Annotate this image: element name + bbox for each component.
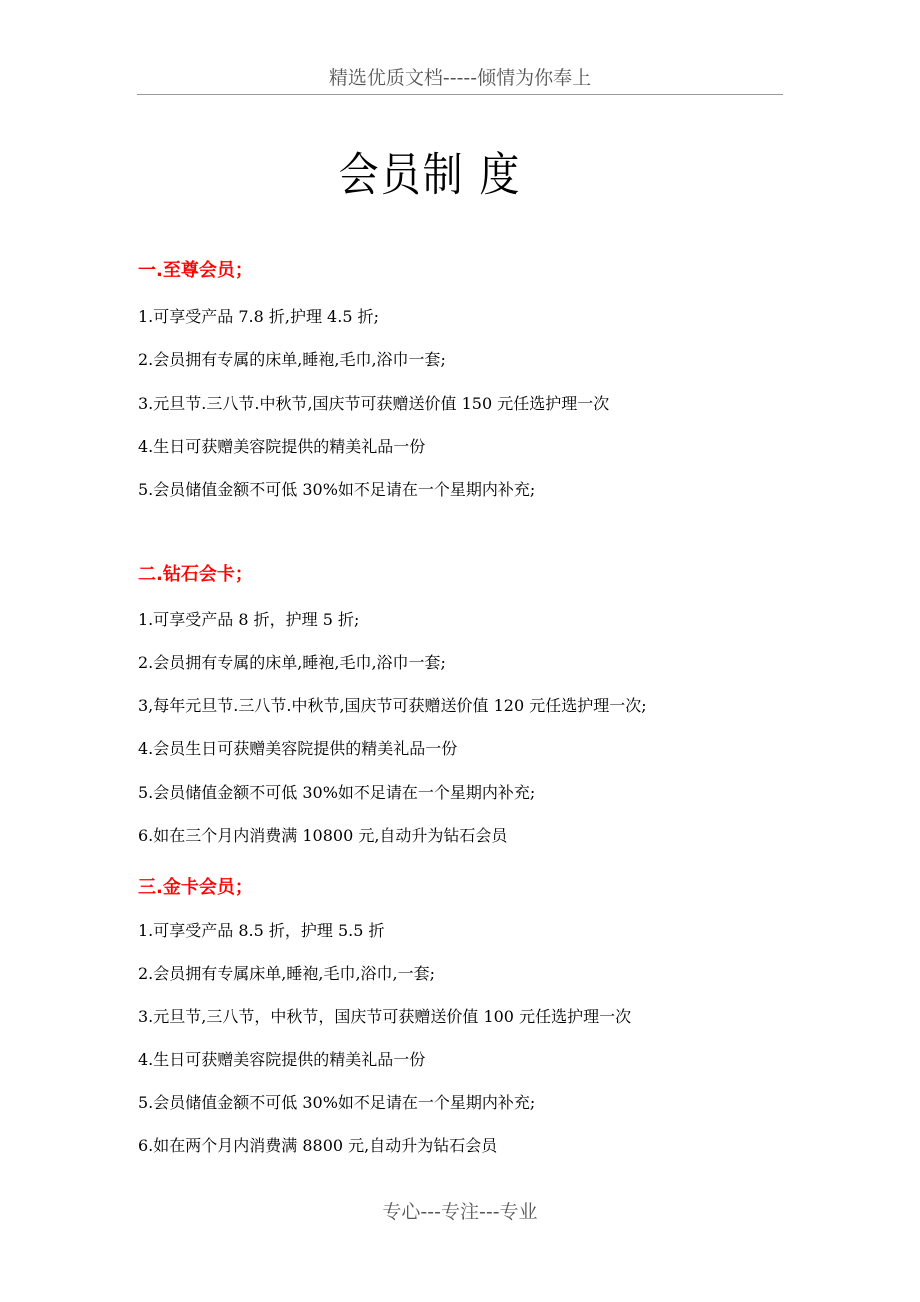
list-item: 3.元旦节,三八节，中秋节，国庆节可获赠送价值 100 元任选护理一次 [138,1007,632,1026]
list-item: 3.元旦节.三八节.中秋节,国庆节可获赠送价值 150 元任选护理一次 [138,394,610,413]
page-footer: 专心---专注---专业 [382,1201,538,1223]
list-item: 5.会员储值金额不可低 30%如不足请在一个星期内补充; [138,783,536,802]
list-item: 1.可享受产品 8 折，护理 5 折; [138,610,360,629]
list-item: 3,每年元旦节.三八节.中秋节,国庆节可获赠送价值 120 元任选护理一次; [138,696,647,715]
section-heading-gold: 三.金卡会员； [138,877,253,898]
list-item: 6.如在两个月内消费满 8800 元,自动升为钻石会员 [138,1136,498,1155]
list-item: 5.会员储值金额不可低 30%如不足请在一个星期内补充; [138,1093,536,1112]
list-item: 1.可享受产品 7.8 折,护理 4.5 折; [138,307,379,326]
document-title: 会员制 度 [338,148,522,202]
list-item: 1.可享受产品 8.5 折，护理 5.5 折 [138,921,385,940]
list-item: 2.会员拥有专属床单,睡袍,毛巾,浴巾,一套; [138,964,436,983]
list-item: 2.会员拥有专属的床单,睡袍,毛巾,浴巾一套; [138,350,446,369]
list-item: 6.如在三个月内消费满 10800 元,自动升为钻石会员 [138,826,508,845]
list-item: 4.生日可获赠美容院提供的精美礼品一份 [138,437,426,456]
list-item: 4.会员生日可获赠美容院提供的精美礼品一份 [138,739,458,758]
page-header: 精选优质文档-----倾情为你奉上 [137,62,783,95]
section-heading-diamond: 二.钻石会卡； [138,564,253,585]
section-heading-supreme: 一.至尊会员； [138,260,253,281]
list-item: 5.会员储值金额不可低 30%如不足请在一个星期内补充; [138,480,536,499]
list-item: 4.生日可获赠美容院提供的精美礼品一份 [138,1050,426,1069]
list-item: 2.会员拥有专属的床单,睡袍,毛巾,浴巾一套; [138,653,446,672]
